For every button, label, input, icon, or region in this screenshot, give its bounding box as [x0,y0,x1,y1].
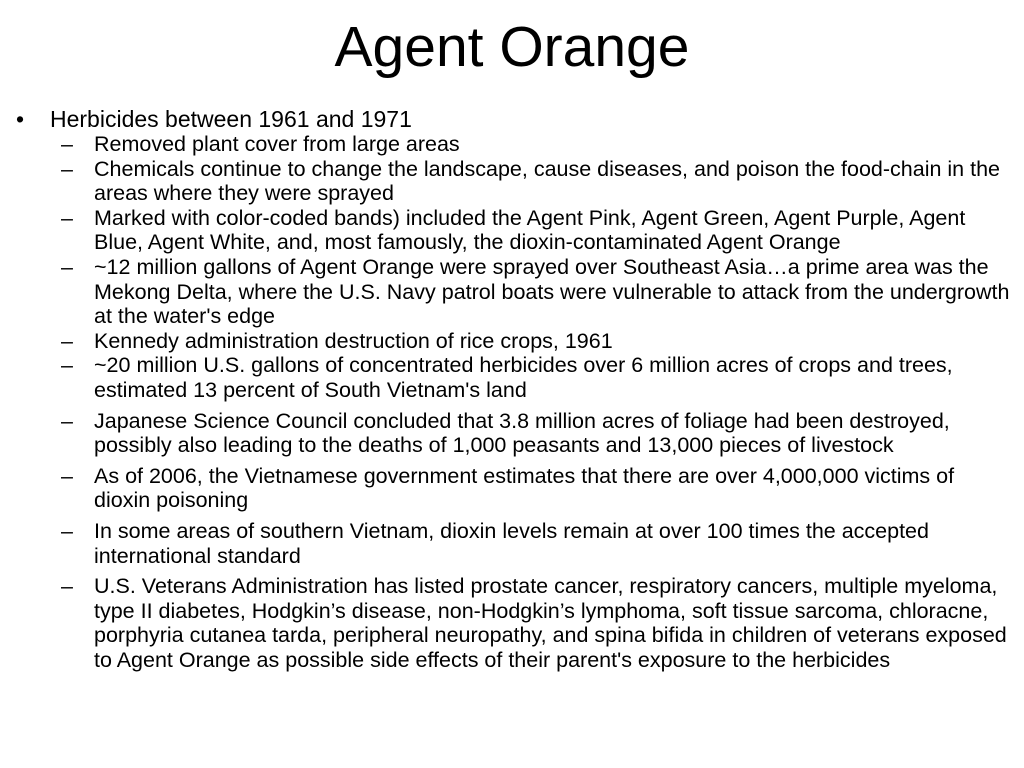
slide-title: Agent Orange [334,15,690,79]
dash-mark: – [61,156,73,181]
sub-bullet [61,157,1016,206]
dash-mark: – [61,254,73,279]
sub-bullet [61,255,1016,329]
sub-bullet-text: ~12 million gallons of Agent Orange were sprayed over Southeast Asia…a prime area was the Mekong Delta, where the U.S. Navy patrol boats were vulnerable to attack from the undergrowth at the water's edge [94,254,1010,329]
dash-mark: – [61,463,73,488]
sub-bullet [61,464,1016,513]
dash-mark: – [61,328,73,353]
sub-bullet-text: As of 2006, the Vietnamese government estimates that there are over 4,000,000 victims of dioxin poisoning [94,463,955,513]
sub-bullet-list [61,132,1016,672]
dash-mark: – [61,518,73,543]
dash-mark: – [61,353,73,378]
dash-mark: – [61,205,73,230]
sub-bullet-text: Removed plant cover from large areas [94,132,460,156]
sub-bullet-text: Chemicals continue to change the landscape, cause diseases, and poison the food-chain in the areas where they were sprayed [94,156,1000,206]
sub-bullet [61,519,1016,568]
sub-bullet [61,574,1016,672]
sub-bullet-text: Kennedy administration destruction of rice crops, 1961 [94,328,613,353]
sub-bullet-text: Japanese Science Council concluded that 3.8 million acres of foliage had been destroyed, possibly also leading to the deaths of 1,000 peasants and 13,000 pieces of livestock [94,408,950,458]
dash-mark: – [61,132,73,156]
sub-bullet [61,329,1016,354]
main-bullet-text: Herbicides between 1961 and 1971 [50,106,412,132]
sub-bullet [61,353,1016,402]
dash-mark: – [61,408,73,433]
sub-bullet [61,132,1016,157]
dash-mark: – [61,574,73,599]
sub-bullet-text: Marked with color-coded bands) included the Agent Pink, Agent Green, Agent Purple, Agent Blue, Agent White, and, most famously, the dioxin-contaminated Agent Orange [94,205,966,255]
sub-bullet [61,409,1016,458]
sub-bullet-text: U.S. Veterans Administration has listed prostate cancer, respiratory cancers, multiple myeloma, type II diabetes, Hodgkin’s disease, non-Hodgkin’s lymphoma, soft tissue sarcoma, chloracne, porphyria cutanea tarda, peripheral neuropathy, and spina bifida in children of veterans exposed to Agent Orange as possible side effects of their parent's exposure to the herbicides [94,574,1007,672]
bullet-mark: • [16,106,25,132]
sub-bullet [61,206,1016,255]
sub-bullet-text: ~20 million U.S. gallons of concentrated herbicides over 6 million acres of crops and trees, estimated 13 percent of South Vietnam's land [94,353,953,402]
sub-bullet-text: In some areas of southern Vietnam, dioxin levels remain at over 100 times the accepted international standard [94,518,929,568]
